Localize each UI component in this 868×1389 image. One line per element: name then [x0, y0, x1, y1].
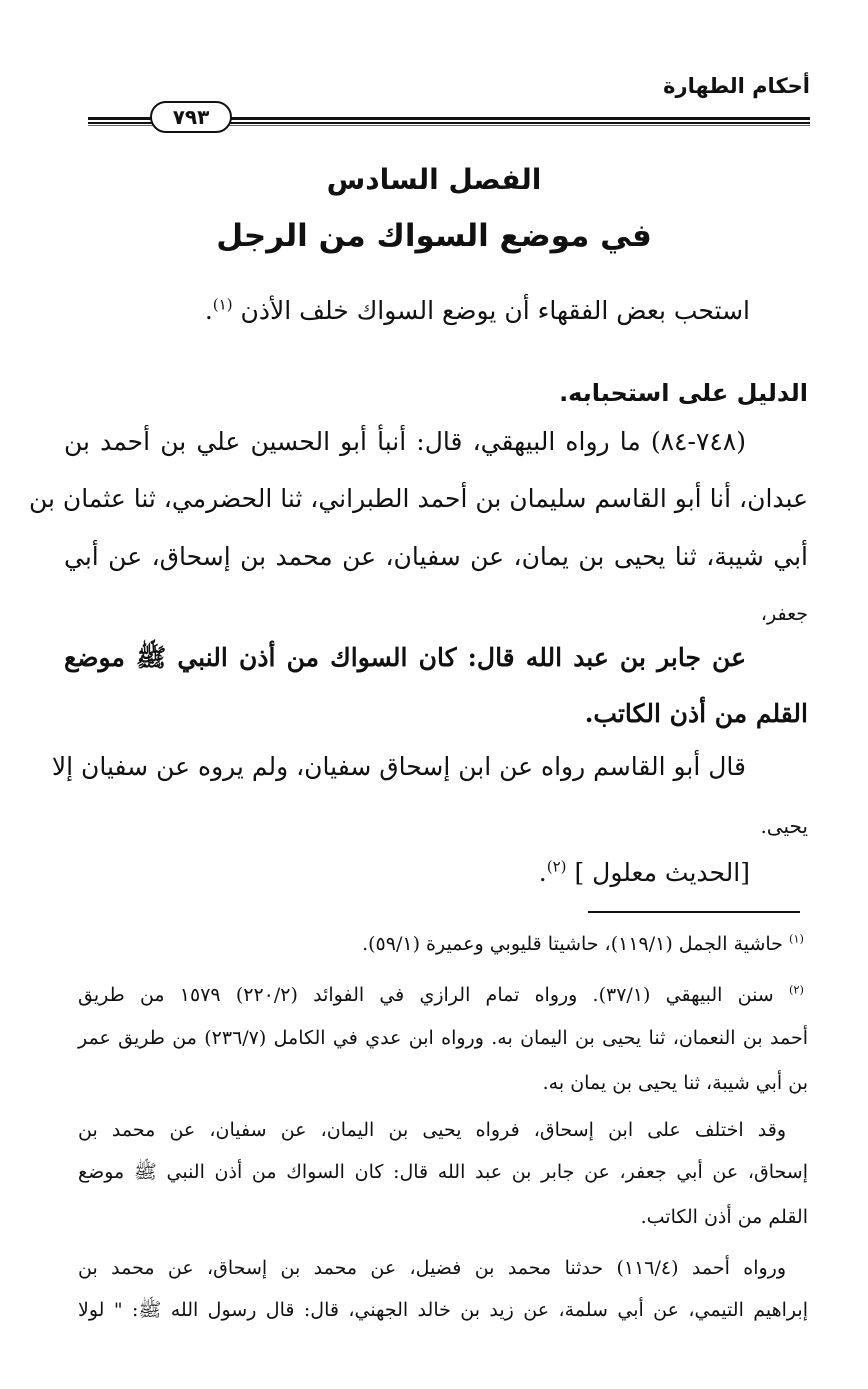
chapter-subtitle: في موضع السواك من الرجل — [216, 218, 652, 254]
ruling-text: [الحديث معلول ] — [574, 858, 750, 887]
comment-line: قال أبو القاسم رواه عن ابن إسحاق سفيان، ولم يروه عن سفيان إلا — [51, 752, 746, 781]
footnote-2-first-line — [78, 980, 804, 1010]
intro-end: . — [204, 296, 213, 325]
isnad-line: جعفر، — [760, 603, 808, 625]
footnote-ref-1: (١) — [212, 295, 233, 314]
isnad-line: (٧٤٨-٨٤) ما رواه البيهقي، قال: أنبأ أبو الحسين علي بن أحمد بن — [64, 427, 746, 456]
footnote-line: إسحاق، عن أبي جعفر، عن جابر بن عبد الله قال: كان السواك من أذن النبي ﷺ موضع — [78, 1161, 808, 1183]
page-number: ٧٩٣ — [150, 101, 232, 133]
evidence-heading: الدليل على استحبابه. — [559, 379, 808, 407]
chapter-title: الفصل السادس — [326, 163, 542, 196]
footnote-line: أحمد بن النعمان، ثنا يحيى بن اليمان به. ورواه ابن عدي في الكامل (٢٣٦/٧) من طريق عمر — [78, 1027, 808, 1049]
ruling-end: . — [538, 858, 547, 887]
footnote-ref-2: (٢) — [546, 857, 567, 876]
footnote-line: ورواه أحمد (١١٦/٤) حدثنا محمد بن فضيل، عن محمد بن إسحاق، عن محمد بن — [78, 1257, 786, 1279]
matn-line: القلم من أذن الكاتب. — [584, 699, 808, 728]
isnad-line: عبدان، أنا أبو القاسم سليمان بن أحمد الطبراني، ثنا الحضرمي، ثنا عثمان بن — [28, 484, 808, 513]
intro-text: استحب بعض الفقهاء أن يوضع السواك خلف الأذن — [240, 296, 750, 325]
footnote-marker: (١) — [788, 931, 804, 946]
isnad-line: أبي شيبة، ثنا يحيى بن يمان، عن سفيان، عن محمد بن إسحاق، عن أبي — [64, 542, 808, 571]
footnote-line: القلم من أذن الكاتب. — [640, 1206, 808, 1228]
running-title: أحكام الطهارة — [663, 74, 810, 98]
footnote-line: وقد اختلف على ابن إسحاق، فرواه يحيى بن اليمان، عن سفيان، عن محمد بن — [78, 1119, 786, 1141]
footnote-1 — [78, 929, 804, 959]
footnote-text: حاشية الجمل (١١٩/١)، حاشيتا قليوبي وعميرة (٥٩/١). — [362, 933, 783, 955]
footnote-line: إبراهيم التيمي، عن أبي سلمة، عن زيد بن خالد الجهني، قال: قال رسول الله ﷺ: " لولا — [78, 1299, 808, 1321]
intro-paragraph — [64, 293, 750, 329]
footnote-line: بن أبي شيبة، ثنا يحيى بن يمان به. — [542, 1072, 808, 1094]
footnote-separator — [588, 911, 800, 913]
matn-line: عن جابر بن عبد الله قال: كان السواك من أذن النبي ﷺ موضع — [64, 643, 746, 672]
comment-line: يحيى. — [760, 814, 808, 838]
footnote-marker: (٢) — [788, 982, 804, 997]
ruling-paragraph — [64, 855, 750, 891]
footnote-text: سنن البيهقي (٣٧/١). ورواه تمام الرازي في الفوائد (٢٢٠/٢) ١٥٧٩ من طريق — [78, 984, 774, 1006]
